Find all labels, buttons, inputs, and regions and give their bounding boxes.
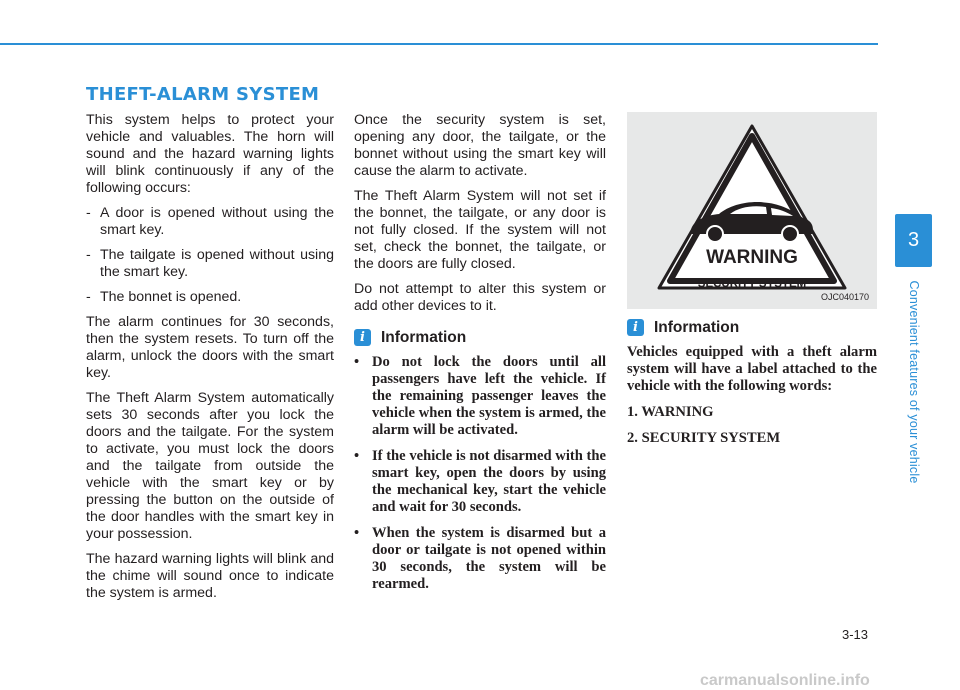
figure-code: OJC040170 xyxy=(820,292,869,302)
top-rule xyxy=(0,43,878,45)
list-item xyxy=(354,525,606,593)
list-item-text: When the system is disarmed but a door or tailgate is not opened within 30 seconds, the system will be rearmed. xyxy=(372,525,606,592)
list-item: 1. WARNING xyxy=(627,404,714,420)
not-set-paragraph: The Theft Alarm System will not set if the bonnet, the tailgate, or any door is not fully closed. If the system will not set, check the bonnet, the tailgate, or the doors are fully closed. xyxy=(354,188,606,272)
chapter-title: Convenient features of your vehicle xyxy=(907,280,921,484)
watermark: carmanualsonline.info xyxy=(700,672,870,689)
dash-marker: - xyxy=(86,247,91,263)
list-item xyxy=(354,448,606,516)
bullet-marker: • xyxy=(354,448,360,464)
information-heading xyxy=(354,329,606,346)
list-item xyxy=(86,205,334,239)
info-icon: i xyxy=(354,329,371,346)
bullet-marker: • xyxy=(354,354,360,370)
info-icon: i xyxy=(627,319,644,336)
list-item xyxy=(86,247,334,281)
chapter-number-tab: 3 xyxy=(895,214,932,267)
alarm-duration-paragraph: The alarm continues for 30 seconds, then the system resets. To turn off the alarm, unlock the doors with the smart key. xyxy=(86,314,334,381)
security-label-figure xyxy=(627,112,877,309)
bullet-marker: • xyxy=(354,525,360,541)
list-item-text: A door is opened without using the smart key. xyxy=(100,205,334,238)
information-body xyxy=(627,344,877,447)
list-item xyxy=(354,354,606,439)
list-item: 2. SECURITY SYSTEM xyxy=(627,430,781,446)
information-label: Information xyxy=(654,319,740,336)
dash-marker: - xyxy=(86,289,91,305)
armed-indicator-paragraph: The hazard warning lights will blink and the chime will sound once to indicate the system is armed. xyxy=(86,551,334,601)
information-bullets xyxy=(354,354,606,593)
column-1 xyxy=(86,112,334,610)
information-label: Information xyxy=(381,329,467,346)
label-security-text: SECURITY SYSTEM xyxy=(697,278,807,290)
information-text: Vehicles equipped with a theft alarm system will have a label attached to the vehicle with the following words: xyxy=(627,344,877,394)
list-item-text: If the vehicle is not disarmed with the smart key, open the doors by using the mechanical key, start the vehicle and wait for 30 seconds. xyxy=(372,448,606,515)
list-item xyxy=(86,289,334,306)
activation-paragraph: Once the security system is set, opening any door, the tailgate, or the bonnet without using the smart key will cause the alarm to activate. xyxy=(354,112,606,179)
column-2 xyxy=(354,112,606,602)
information-heading xyxy=(627,319,877,336)
intro-paragraph: This system helps to protect your vehicle and valuables. The horn will sound and the hazard warning lights will blink continuously if any of the following occurs: xyxy=(86,112,334,196)
do-not-alter-paragraph: Do not attempt to alter this system or add other devices to it. xyxy=(354,281,606,314)
list-item-text: Do not lock the doors until all passengers have left the vehicle. If the remaining passenger leaves the vehicle when the system is armed, the alarm will be activated. xyxy=(372,354,606,438)
section-title: THEFT-ALARM SYSTEM xyxy=(86,84,320,105)
warning-triangle-illustration xyxy=(627,112,877,309)
page-number: 3-13 xyxy=(842,627,869,642)
list-item-text: The tailgate is opened without using the smart key. xyxy=(100,247,334,280)
list-item-text: The bonnet is opened. xyxy=(100,289,242,305)
auto-set-paragraph: The Theft Alarm System automatically sets 30 seconds after you lock the doors and the tailgate. For the system to activate, you must lock the doors and the tailgate from outside the vehicle with the smart key or by pressing the button on the outside of the door handles with the smart key in your possession. xyxy=(86,390,334,542)
dash-marker: - xyxy=(86,205,91,221)
label-warning-text: WARNING xyxy=(706,247,798,268)
column-3 xyxy=(627,112,877,456)
